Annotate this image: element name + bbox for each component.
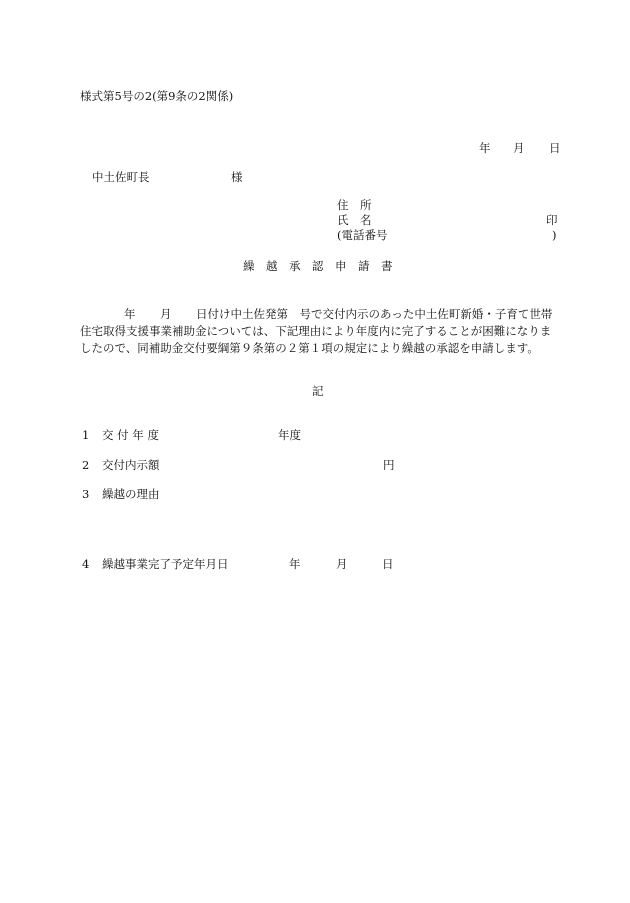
body-line-1: 日付け中土佐発第 号で交付内示のあった中土佐町新婚・子育て世帯 bbox=[196, 307, 553, 321]
date-year: 年 bbox=[479, 141, 491, 155]
date-day: 日 bbox=[549, 141, 561, 155]
item-4-number: 4 bbox=[82, 557, 90, 571]
seal-mark: 印 bbox=[546, 213, 558, 227]
applicant-phone-close: ) bbox=[552, 228, 557, 242]
item-1-label: 交 付 年 度 bbox=[102, 428, 159, 442]
item-4-month: 月 bbox=[336, 557, 348, 571]
item-4-day: 日 bbox=[382, 557, 394, 571]
item-2-number: 2 bbox=[82, 458, 90, 472]
document-title: 繰 越 承 認 申 請 書 bbox=[243, 259, 393, 273]
applicant-phone-label: (電話番号 bbox=[337, 228, 388, 242]
addressee-name: 中土佐町長 bbox=[92, 170, 150, 184]
item-3-number: 3 bbox=[82, 487, 90, 501]
body-line-2: 住宅取得支援事業補助金については、下記理由により年度内に完了することが困難になりま bbox=[80, 324, 552, 338]
item-4-label: 繰越事業完了予定年月日 bbox=[102, 557, 229, 571]
item-2-value: 円 bbox=[383, 458, 395, 472]
item-1-number: 1 bbox=[82, 428, 90, 442]
item-1-value: 年度 bbox=[278, 428, 301, 442]
body-month: 月 bbox=[160, 307, 172, 321]
addressee-honorific: 様 bbox=[231, 170, 243, 184]
date-month: 月 bbox=[513, 141, 525, 155]
ki-heading: 記 bbox=[312, 384, 324, 398]
body-year: 年 bbox=[124, 307, 136, 321]
item-3-label: 繰越の理由 bbox=[102, 487, 160, 501]
item-2-label: 交付内示額 bbox=[102, 458, 160, 472]
applicant-name-label: 氏 名 bbox=[337, 213, 372, 227]
body-line-3: したので、同補助金交付要綱第９条第の２第１項の規定により繰越の承認を申請します。 bbox=[80, 341, 539, 355]
form-number: 様式第5号の2(第9条の2関係) bbox=[80, 89, 234, 103]
applicant-address-label: 住 所 bbox=[337, 198, 372, 212]
item-4-year: 年 bbox=[289, 557, 301, 571]
